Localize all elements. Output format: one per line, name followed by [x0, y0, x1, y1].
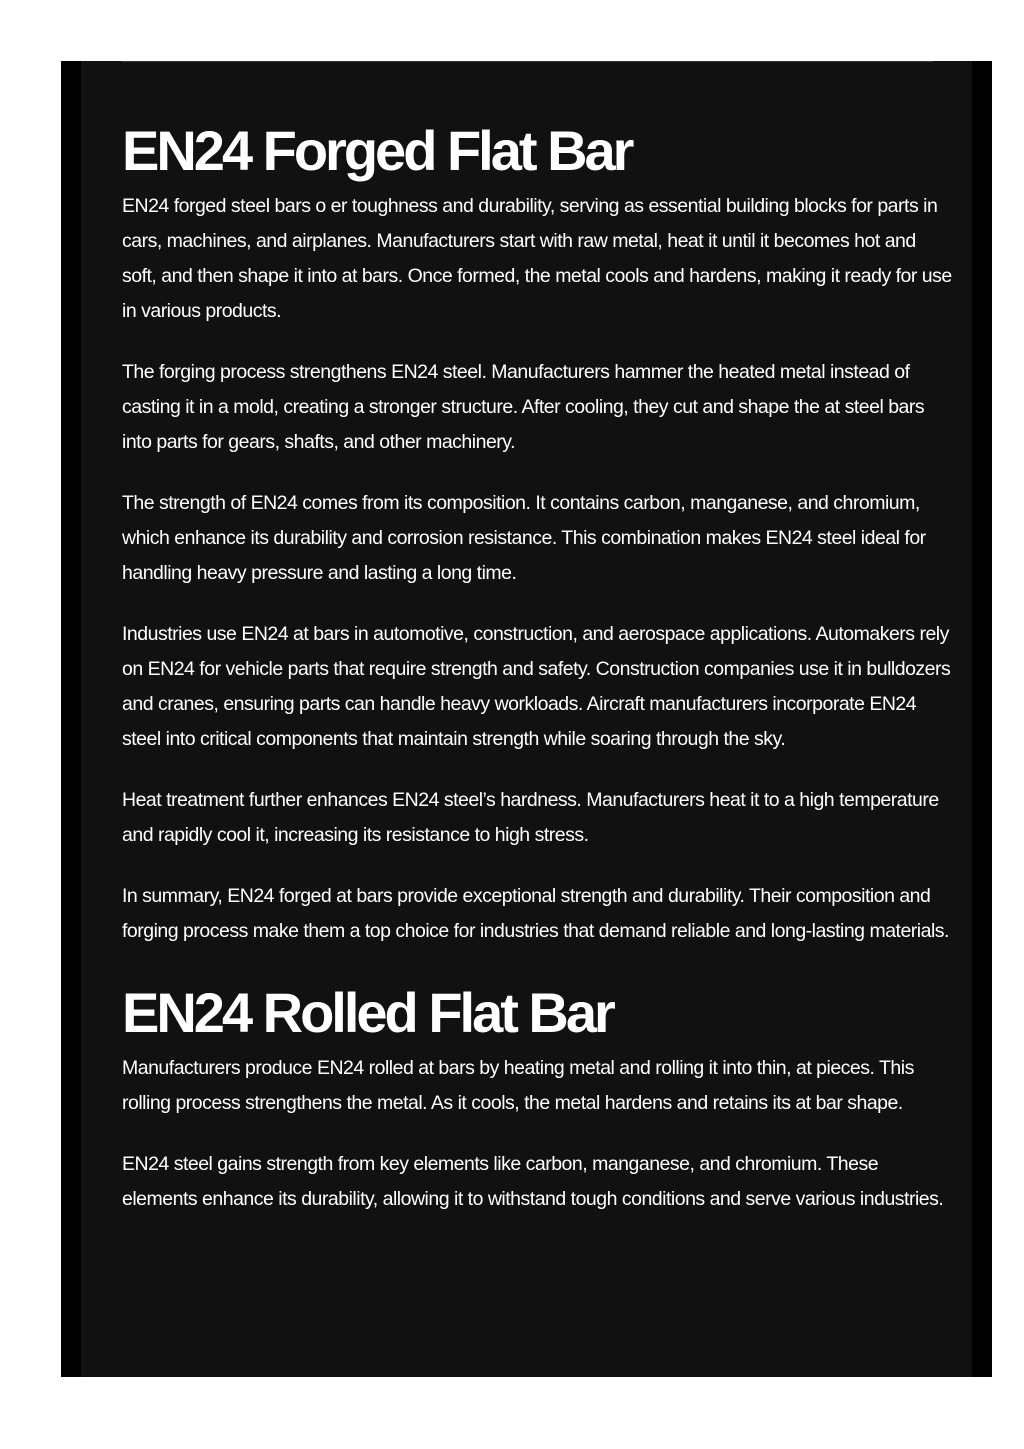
section-rolled-flat-bar	[122, 975, 952, 1217]
section-heading: EN24 Rolled Flat Bar	[122, 981, 613, 1044]
section-forged-flat-bar	[122, 113, 952, 949]
content-panel	[81, 61, 972, 1377]
paragraph: In summary, EN24 forged at bars provide exceptional strength and durability. Their composition and forging process make them a top choice for industries that demand reliable and long-lasting materials.	[122, 885, 949, 942]
paragraph: Manufacturers produce EN24 rolled at bars by heating metal and rolling it into thin, at pieces. This rolling process strengthens the metal. As it cools, the metal hardens and retains its at bar shape.	[122, 1057, 914, 1114]
top-divider	[121, 61, 933, 62]
paragraph: Industries use EN24 at bars in automotive, construction, and aerospace applications. Automakers rely on EN24 for vehicle parts that require strength and safety. Construction companies use it in bulldozers and cranes, ensuring parts can handle heavy workloads. Aircraft manufacturers incorporate EN24 steel into critical components that maintain strength while soaring through the sky.	[122, 623, 951, 750]
paragraph: The strength of EN24 comes from its composition. It contains carbon, manganese, and chromium, which enhance its durability and corrosion resistance. This combination makes EN24 steel ideal for handling heavy pressure and lasting a long time.	[122, 492, 926, 584]
paragraph: Heat treatment further enhances EN24 steel’s hardness. Manufacturers heat it to a high temperature and rapidly cool it, increasing its resistance to high stress.	[122, 789, 939, 846]
paragraph: EN24 steel gains strength from key elements like carbon, manganese, and chromium. These elements enhance its durability, allowing it to withstand tough conditions and serve various industries.	[122, 1153, 944, 1210]
article-body	[122, 113, 952, 1243]
document-page	[61, 61, 992, 1377]
paragraph: EN24 forged steel bars o er toughness and durability, serving as essential building blocks for parts in cars, machines, and airplanes. Manufacturers start with raw metal, heat it until it becomes hot and soft, and then shape it into at bars. Once formed, the metal cools and hardens, making it ready for use in various products.	[122, 195, 952, 322]
paragraph: The forging process strengthens EN24 steel. Manufacturers hammer the heated metal instead of casting it in a mold, creating a stronger structure. After cooling, they cut and shape the at steel bars into parts for gears, shafts, and other machinery.	[122, 361, 925, 453]
section-heading: EN24 Forged Flat Bar	[122, 119, 632, 182]
